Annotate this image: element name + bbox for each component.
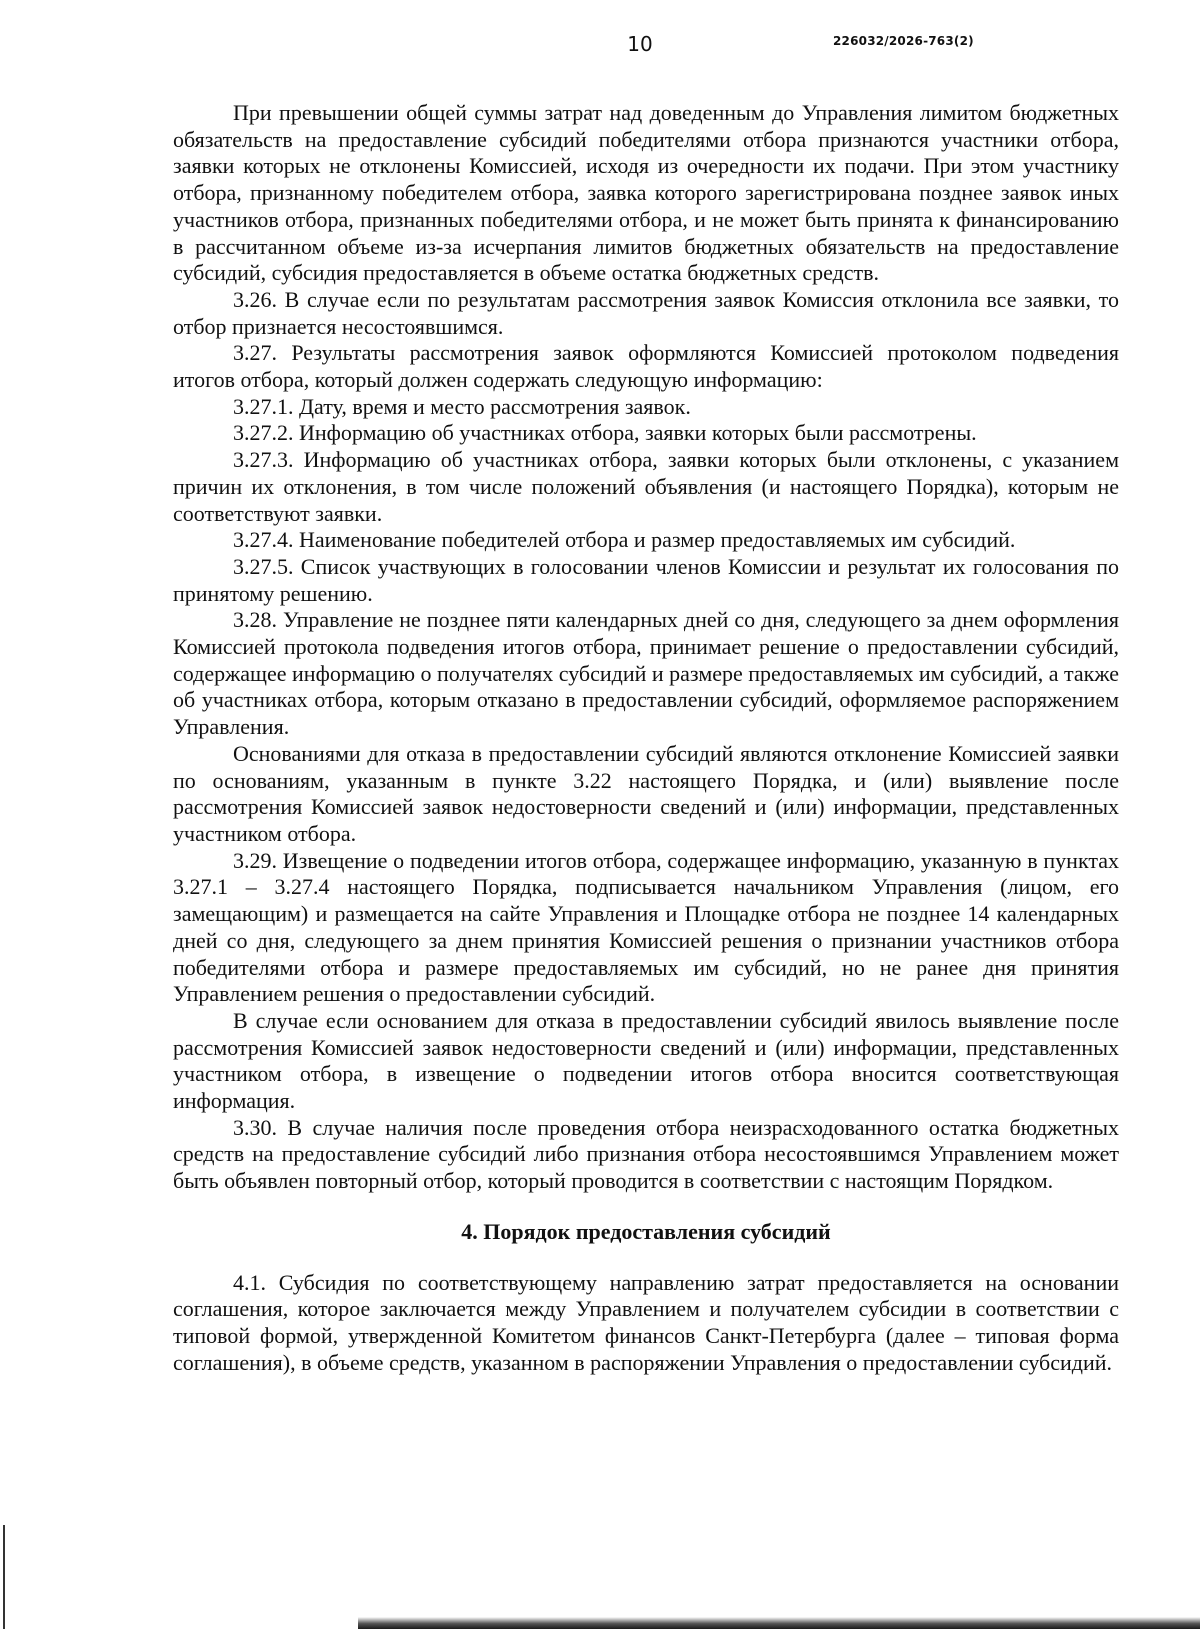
scan-edge-left	[3, 1525, 5, 1629]
page-number: 10	[627, 32, 653, 56]
paragraph-4-1: 4.1. Субсидия по соответствующему направлению затрат предоставляется на основании соглашения, которое заключается между Управлением и получателем субсидии в соответствии с типовой формой, утвержденной Комитетом финансов Санкт-Петербурга (далее – типовая форма соглашения), в объеме средств, указанном в распоряжении Управления о предоставлении субсидий.	[173, 1269, 1119, 1375]
paragraph-3-27-5: 3.27.5. Список участвующих в голосовании членов Комиссии и результат их голосования по принятому решению.	[173, 553, 1119, 606]
paragraph-3-27-1: 3.27.1. Дату, время и место рассмотрения заявок.	[233, 393, 691, 419]
paragraph-3-27-2: 3.27.2. Информацию об участниках отбора, заявки которых были рассмотрены.	[233, 420, 977, 446]
paragraph-3-26: 3.26. В случае если по результатам рассмотрения заявок Комиссия отклонила все заявки, то отбор признается несостоявшимся.	[173, 286, 1119, 339]
document-body	[173, 100, 1119, 1376]
paragraph-3-27-3: 3.27.3. Информацию об участниках отбора, заявки которых были отклонены, с указанием причин их отклонения, в том числе положений объявления (и настоящего Порядка), которым не соответствуют заявки.	[173, 447, 1119, 526]
paragraph-3-27-4: 3.27.4. Наименование победителей отбора и размер предоставляемых им субсидий.	[233, 527, 1016, 553]
paragraph-refusal-grounds: Основаниями для отказа в предоставлении субсидий являются отклонение Комиссией заявки по основаниям, указанным в пункте 3.22 настоящего Порядка, и (или) выявление после рассмотрения Комиссией заявок недостоверности сведений и (или) информации, представленных участником отбора.	[173, 740, 1119, 846]
paragraph-3-29: 3.29. Извещение о подведении итогов отбора, содержащее информацию, указанную в пунктах 3.27.1 – 3.27.4 настоящего Порядка, подписывается начальником Управления (лицом, его замещающим) и размещается на сайте Управления и Площадке отбора не позднее 14 календарных дней со дня, следующего за днем принятия Комиссией решения о признании участников отбора победителями отбора и размере предоставляемых им субсидий, но не ранее дня принятия Управлением решения о предоставлении субсидий.	[173, 847, 1119, 1007]
scan-edge-bottom	[358, 1617, 1200, 1629]
paragraph-3-28: 3.28. Управление не позднее пяти календарных дней со дня, следующего за днем оформления Комиссией протокола подведения итогов отбора, принимает решение о предоставлении субсидий, содержащее информацию о получателях субсидий и размере предоставляемых им субсидий, а также об участниках отбора, которым отказано в предоставлении субсидий, оформляемое распоряжением Управления.	[173, 607, 1119, 740]
paragraph-3-30: 3.30. В случае наличия после проведения отбора неизрасходованного остатка бюджетных средств на предоставление субсидий либо признания отбора несостоявшимся Управлением может быть объявлен повторный отбор, который проводится в соответствии с настоящим Порядком.	[173, 1114, 1119, 1194]
document-id: 226032/2026-763(2)	[833, 34, 974, 48]
paragraph-refusal-notice: В случае если основанием для отказа в предоставлении субсидий явилось выявление после рассмотрения Комиссией заявок недостоверности сведений и (или) информации, представленных участником отбора, в извещение о подведении итогов отбора вносится соответствующая информация.	[173, 1007, 1119, 1114]
paragraph-3-27: 3.27. Результаты рассмотрения заявок оформляются Комиссией протоколом подведения итогов отбора, который должен содержать следующую информацию:	[173, 340, 1119, 393]
section-title: 4. Порядок предоставления субсидий	[461, 1218, 831, 1244]
paragraph-excess-costs: При превышении общей суммы затрат над доведенным до Управления лимитом бюджетных обязательств на предоставление субсидий победителями отбора признаются участники отбора, заявки которых не отклонены Комиссией, исходя из очередности их подачи. При этом участнику отбора, признанному победителем отбора, заявка которого зарегистрирована позднее заявок иных участников отбора, признанных победителями отбора, и не может быть принята к финансированию в рассчитанном объеме из-за исчерпания лимитов бюджетных обязательств на предоставление субсидий, субсидия предоставляется в объеме остатка бюджетных средств.	[173, 100, 1119, 286]
